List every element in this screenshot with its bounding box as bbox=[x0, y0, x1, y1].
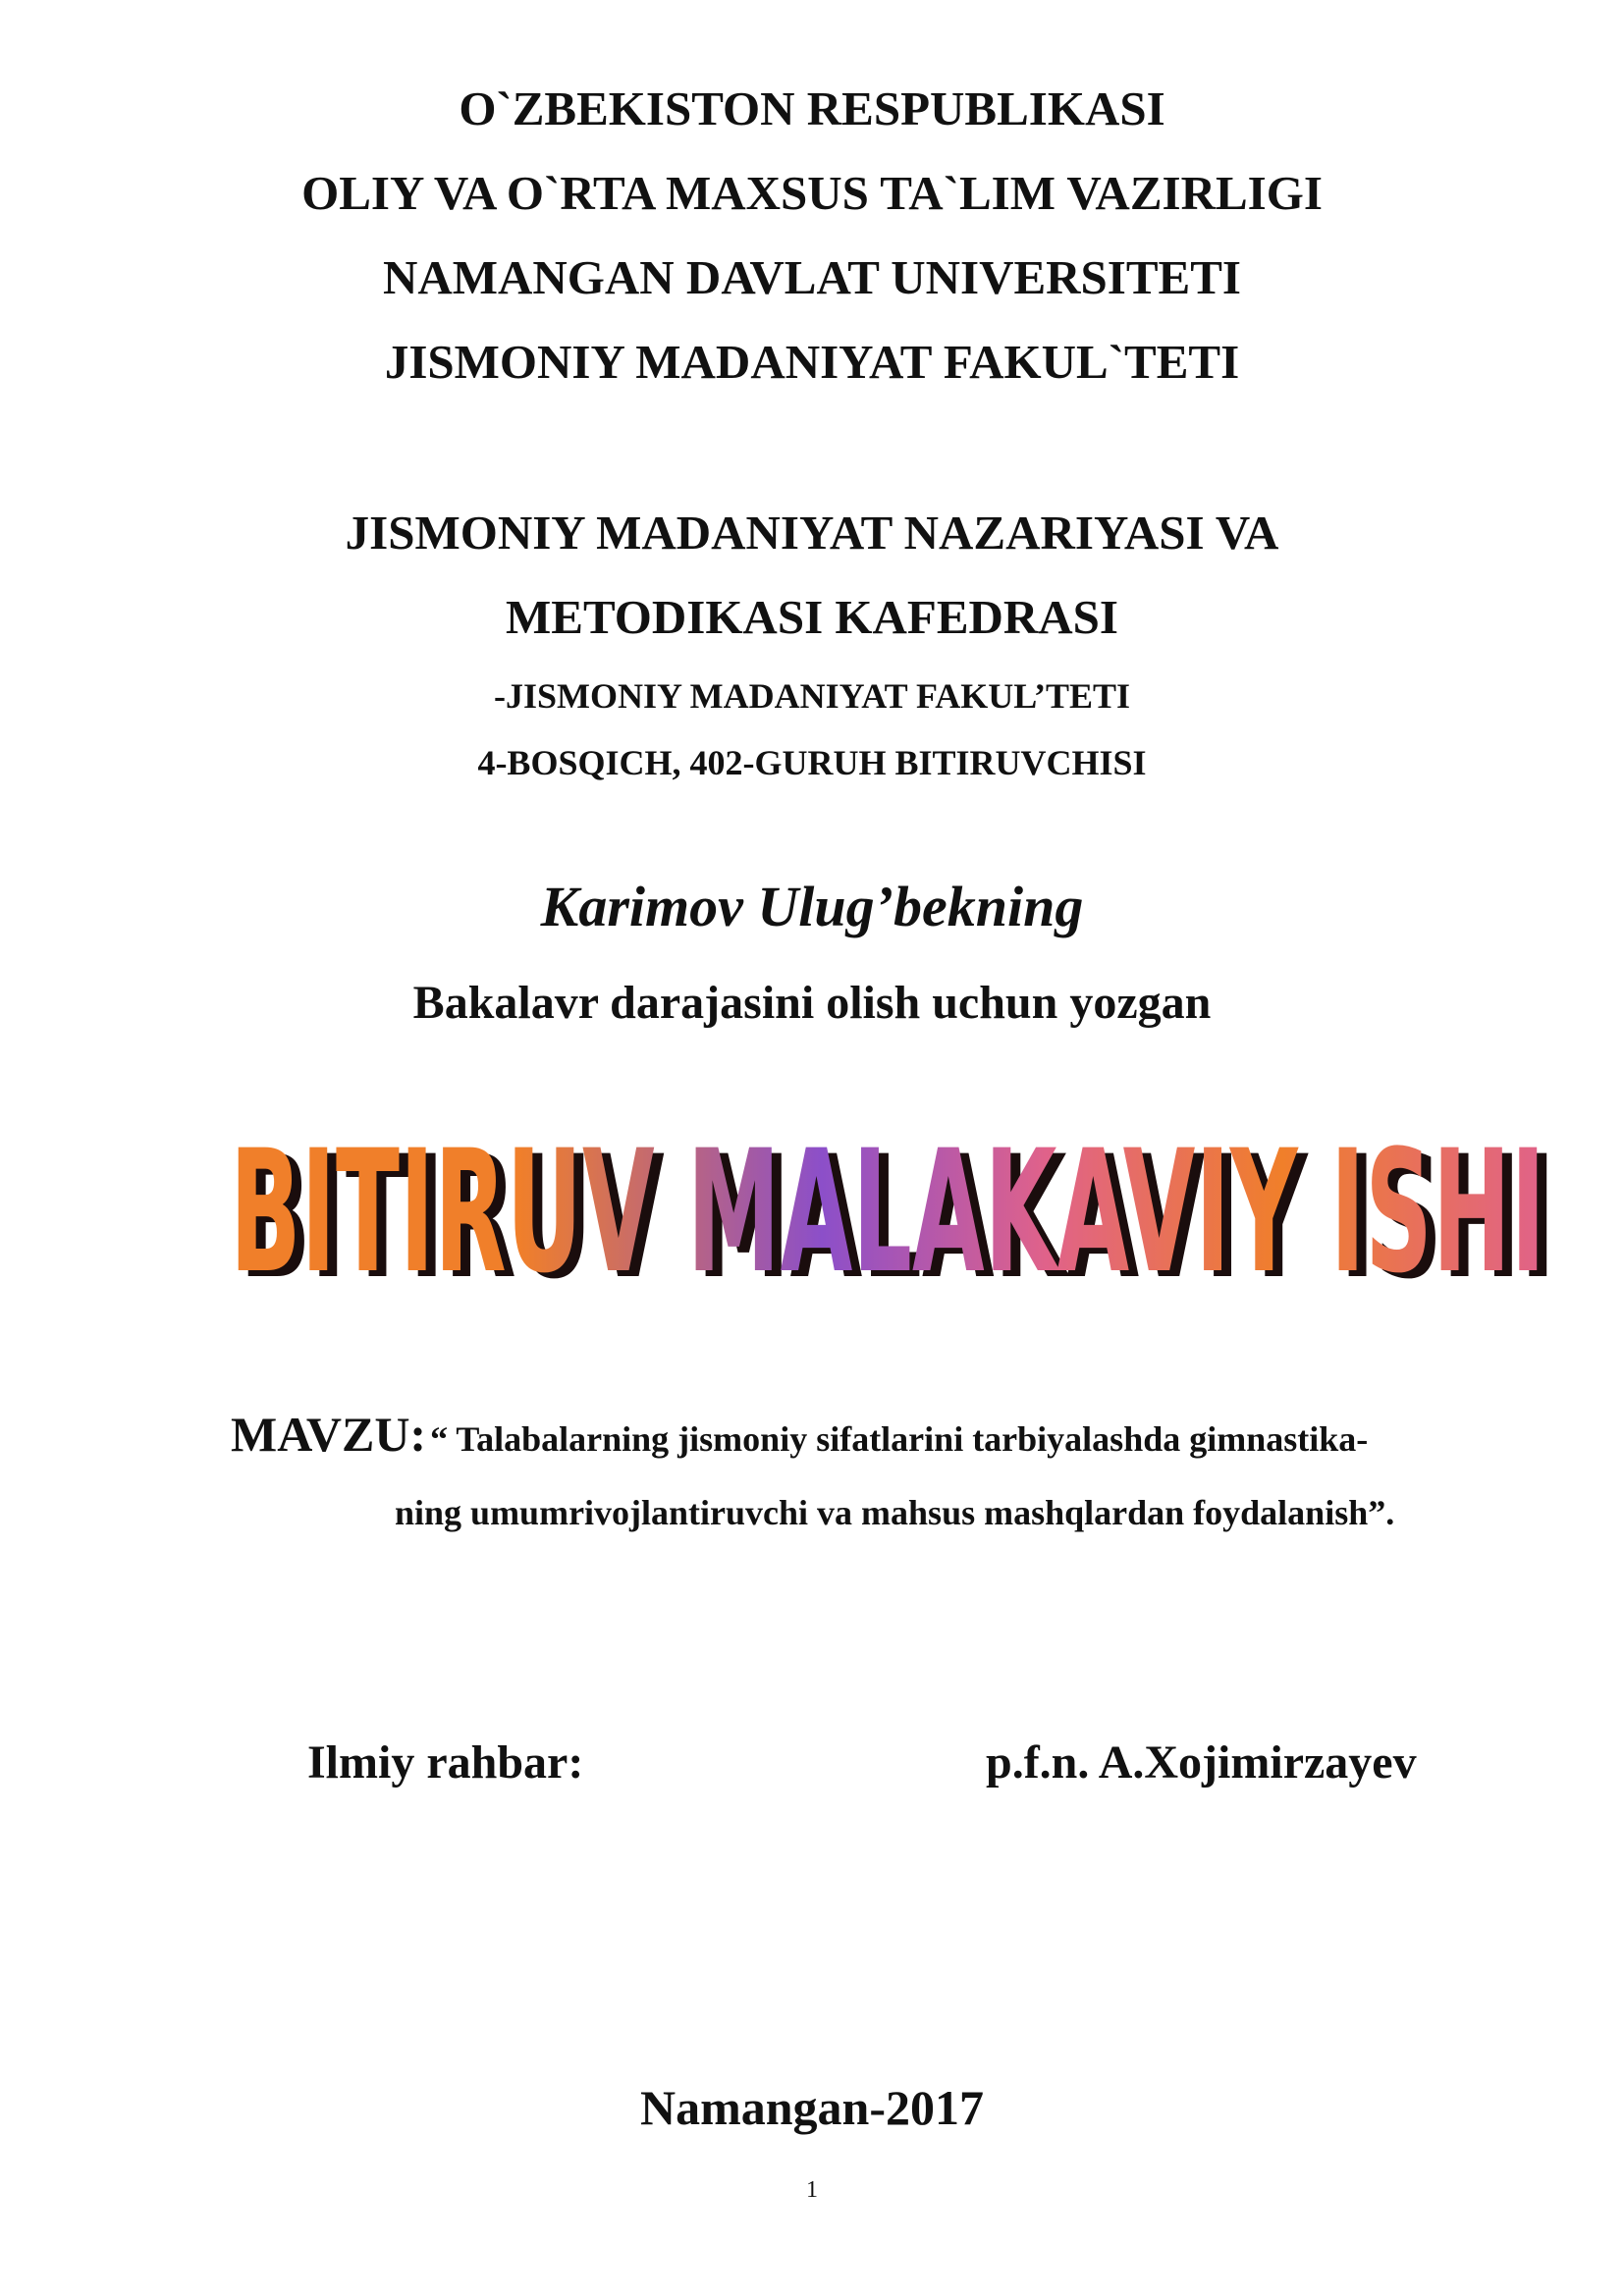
department-title-line1: JISMONIY MADANIYAT NAZARIYASI VA bbox=[345, 506, 1279, 560]
group-subtitle: 4-BOSQICH, 402-GURUH BITIRUVCHISI bbox=[477, 743, 1147, 782]
supervisor-label: Ilmiy rahbar: bbox=[307, 1736, 584, 1789]
department-title-line2: METODIKASI KAFEDRASI bbox=[506, 590, 1118, 644]
page-number: 1 bbox=[806, 2177, 818, 2203]
work-title-text: BITIRUV MALAKAVIY ISHI bbox=[230, 1119, 1545, 1296]
country-title: O`ZBEKISTON RESPUBLIKASI bbox=[459, 81, 1165, 135]
degree-line: Bakalavr darajasini olish uchun yozgan bbox=[412, 977, 1212, 1029]
author-name: Karimov Ulug’bekning bbox=[540, 875, 1084, 938]
ministry-title: OLIY VA O`RTA MAXSUS TA`LIM VAZIRLIGI bbox=[301, 166, 1323, 220]
work-title-wordart bbox=[226, 1119, 1561, 1296]
supervisor-name: p.f.n. A.Xojimirzayev bbox=[986, 1736, 1417, 1789]
topic-text-line2: ning umumrivojlantiruvchi va mahsus mashqlardan foydalanish”. bbox=[395, 1493, 1395, 1532]
topic-text-line1: “ Talabalarning jismoniy sifatlarini tarbiyalashda gimnastika- bbox=[430, 1419, 1369, 1459]
topic-label: MAVZU: bbox=[231, 1407, 427, 1462]
faculty-subtitle: -JISMONIY MADANIYAT FAKUL’TETI bbox=[493, 676, 1131, 716]
city-year: Namangan-2017 bbox=[639, 2080, 985, 2135]
university-title: NAMANGAN DAVLAT UNIVERSITETI bbox=[383, 250, 1241, 304]
work-title-shadow: BITIRUV MALAKAVIY ISHI bbox=[240, 1119, 1555, 1296]
topic-line1 bbox=[231, 1406, 1368, 1463]
faculty-title: JISMONIY MADANIYAT FAKUL`TETI bbox=[384, 335, 1240, 389]
